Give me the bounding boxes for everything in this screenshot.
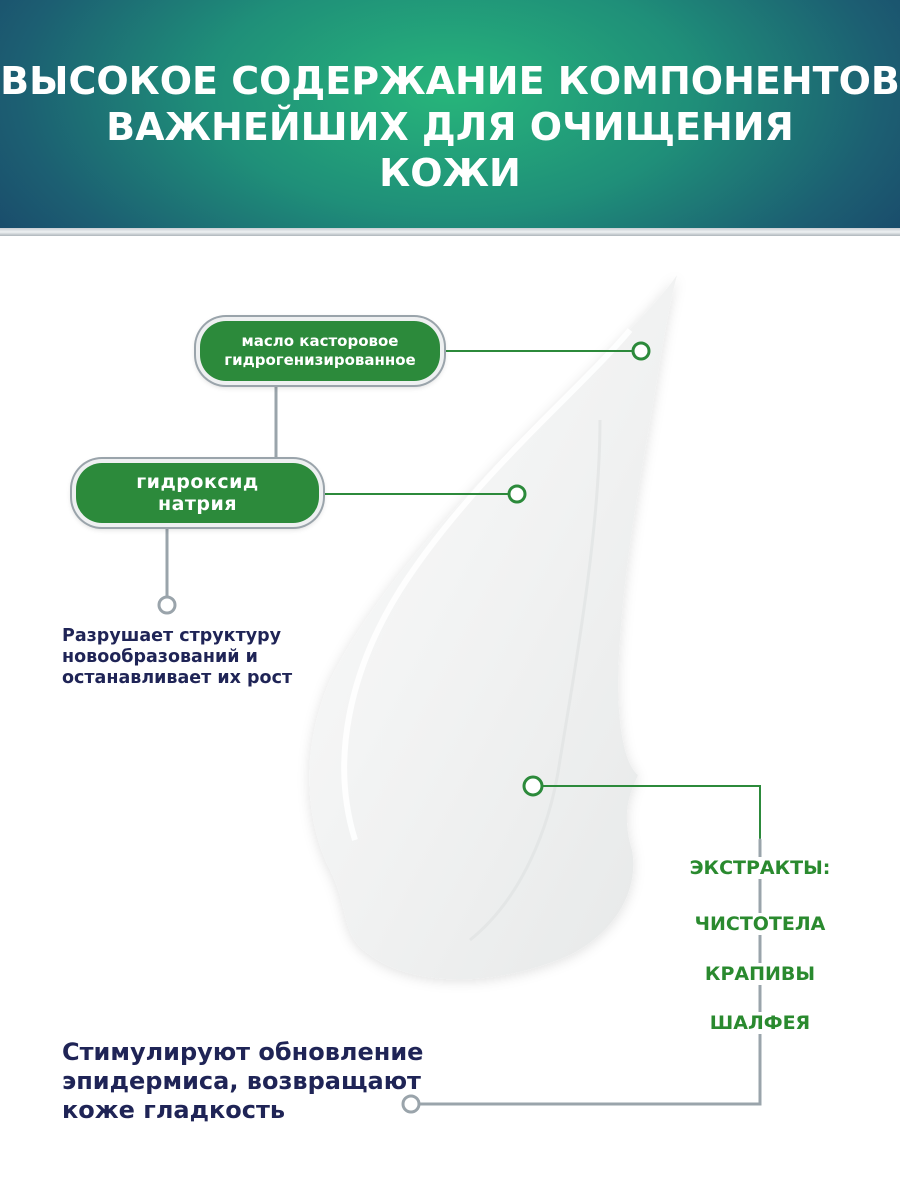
marker-sodium-hydroxide: [509, 486, 525, 502]
marker-castor-oil: [633, 343, 649, 359]
castor-oil-badge: [200, 321, 440, 381]
effect-2-line-1: Стимулируют обновление: [62, 1038, 424, 1066]
sodium-hydroxide-line-2: натрия: [157, 493, 238, 515]
effect-1-line-3: останавливает их рост: [62, 668, 293, 688]
effect-2-line-2: эпидермиса, возвращают: [62, 1067, 421, 1095]
effect-1-line-2: новообразований и: [62, 647, 258, 667]
marker-sodium-hydroxide-effect: [159, 597, 175, 613]
extracts-effect: [62, 1038, 423, 1125]
title-line-2: ВАЖНЕЙШИХ ДЛЯ ОЧИЩЕНИЯ: [106, 105, 794, 149]
effect-1-line-1: Разрушает структуру: [62, 626, 282, 646]
extract-item-celandine: ЧИСТОТЕЛА: [660, 913, 860, 935]
castor-oil-line-1: масло касторовое: [241, 332, 399, 350]
castor-oil-line-2: гидрогенизированное: [224, 351, 416, 369]
sodium-hydroxide-effect: [62, 626, 292, 689]
sodium-hydroxide-line-1: гидроксид: [136, 471, 259, 493]
effect-2-line-3: коже гладкость: [62, 1096, 286, 1124]
marker-extracts: [524, 777, 542, 795]
title-line-3: КОЖИ: [379, 151, 521, 195]
sodium-hydroxide-badge: [76, 463, 319, 523]
extracts-title: ЭКСТРАКТЫ:: [660, 857, 860, 879]
title-line-1: ВЫСОКОЕ СОДЕРЖАНИЕ КОМПОНЕНТОВ: [0, 59, 900, 103]
extract-item-nettle: КРАПИВЫ: [660, 963, 860, 985]
extract-item-sage: ШАЛФЕЯ: [660, 1012, 860, 1034]
